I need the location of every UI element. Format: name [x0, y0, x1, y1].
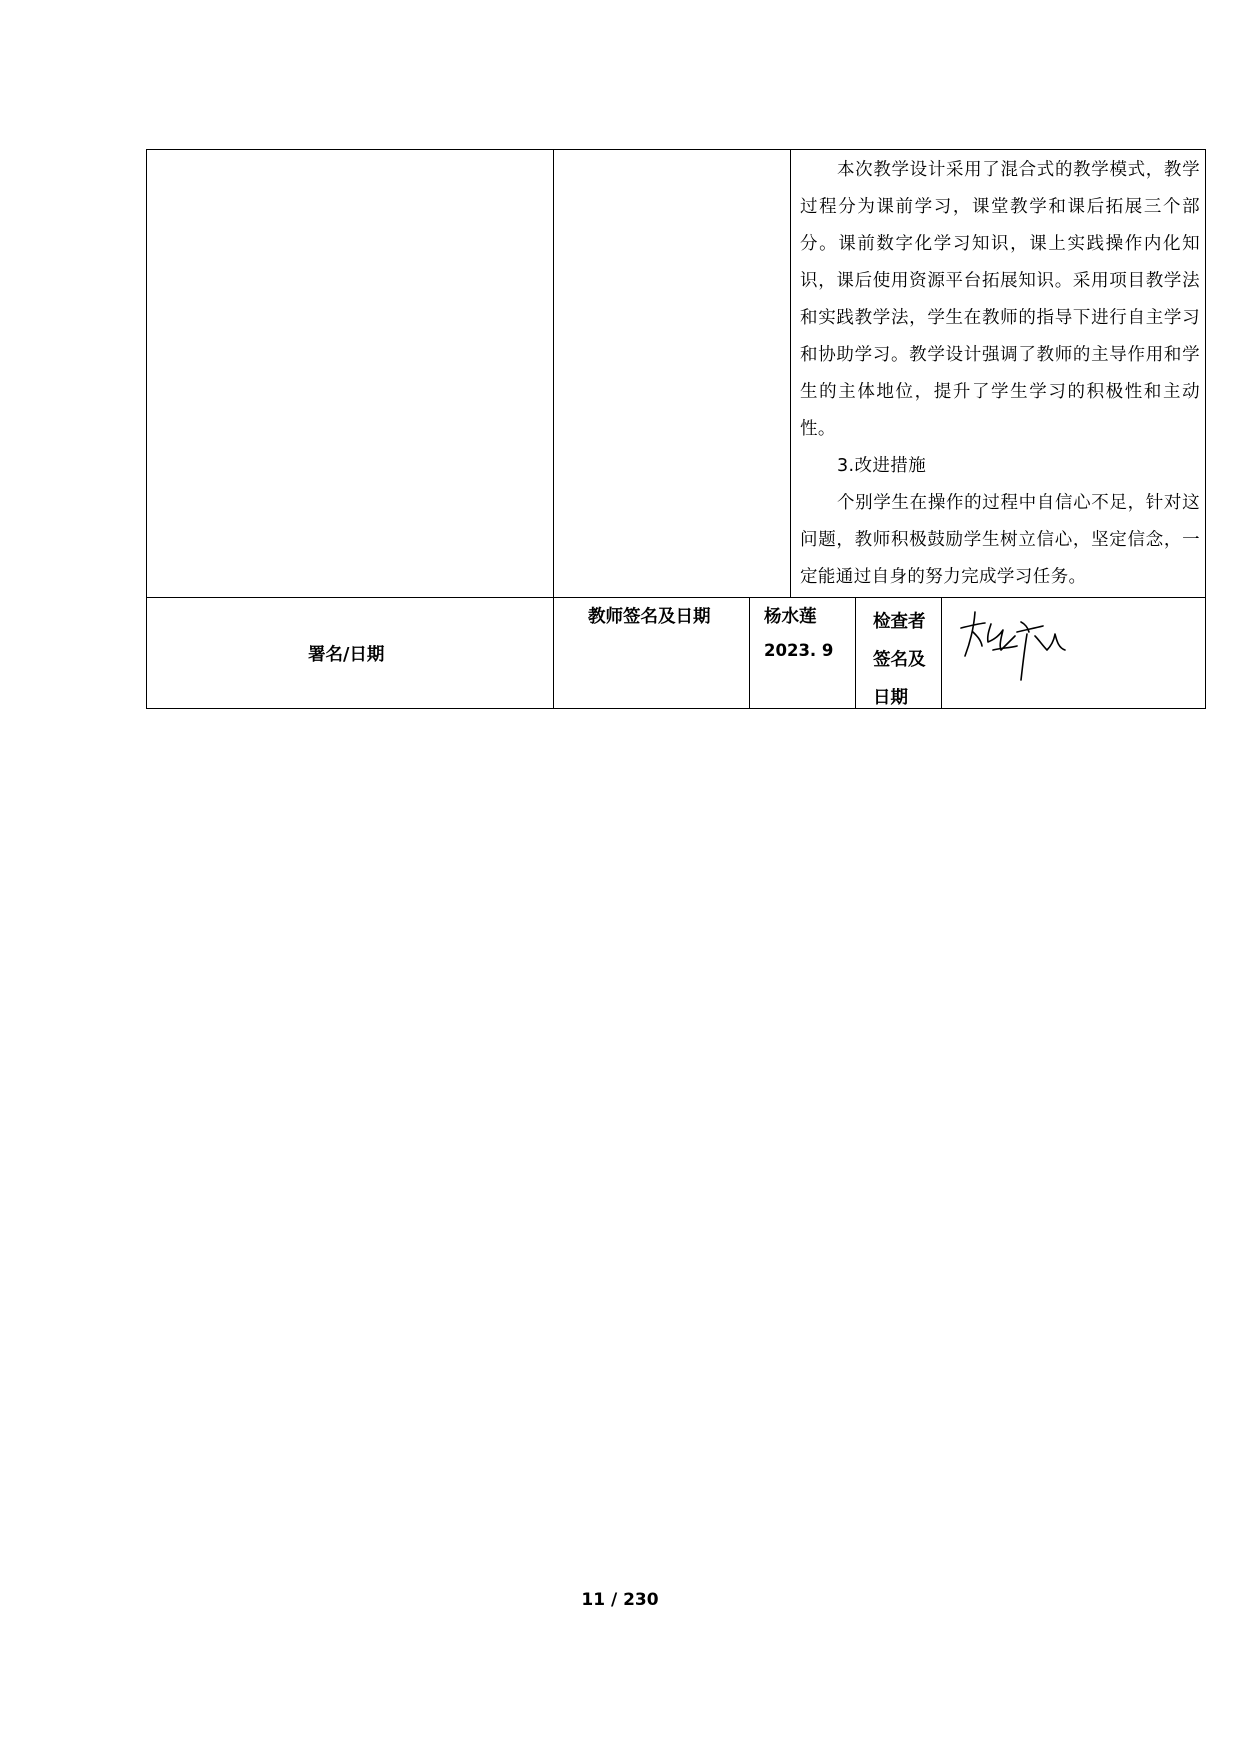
table-left-border — [146, 149, 147, 709]
sign-date-label: 署名/日期 — [308, 645, 385, 665]
table-col-divider-3 — [749, 597, 750, 709]
reflection-paragraph: 本次教学设计采用了混合式的教学模式，教学过程分为课前学习，课堂教学和课后拓展三个部分。课前数字化学习知识，课上实践操作内化知识，课后使用资源平台拓展知识。采用项目教学法和实践教学法，学生在教师的指导下进行自主学习和协助学习。教学设计强调了教师的主导作用和学生的主体地位，提升了学生学习的积极性和主动性。 — [800, 160, 1200, 439]
table-col-divider-1 — [553, 149, 554, 709]
checker-label-line: 签名及 — [873, 650, 926, 670]
teacher-sign-label: 教师签名及日期 — [588, 607, 711, 627]
handwritten-signature — [955, 606, 1070, 686]
improvement-paragraph: 个别学生在操作的过程中自信心不足，针对这问题，教师积极鼓励学生树立信心，坚定信念，一定能通过自身的努力完成学习任务。 — [800, 493, 1200, 587]
checker-sign-label — [873, 603, 937, 717]
checker-label-line: 日期 — [873, 688, 908, 708]
teacher-date: 2023. 9 — [764, 641, 834, 660]
improvement-heading: 3.改进措施 — [837, 456, 927, 476]
table-right-border — [1205, 149, 1206, 709]
checker-label-line: 检查者 — [873, 612, 926, 632]
table-col-divider-4 — [855, 597, 856, 709]
table-row-divider — [146, 597, 1206, 598]
page-number: 11 / 230 — [581, 1590, 659, 1610]
table-col-divider-2 — [790, 149, 791, 598]
table-top-border — [146, 149, 1206, 150]
teacher-name: 杨水莲 — [764, 607, 817, 627]
reflection-cell — [800, 152, 1200, 596]
table-bottom-border — [146, 708, 1206, 709]
table-col-divider-5 — [941, 597, 942, 709]
